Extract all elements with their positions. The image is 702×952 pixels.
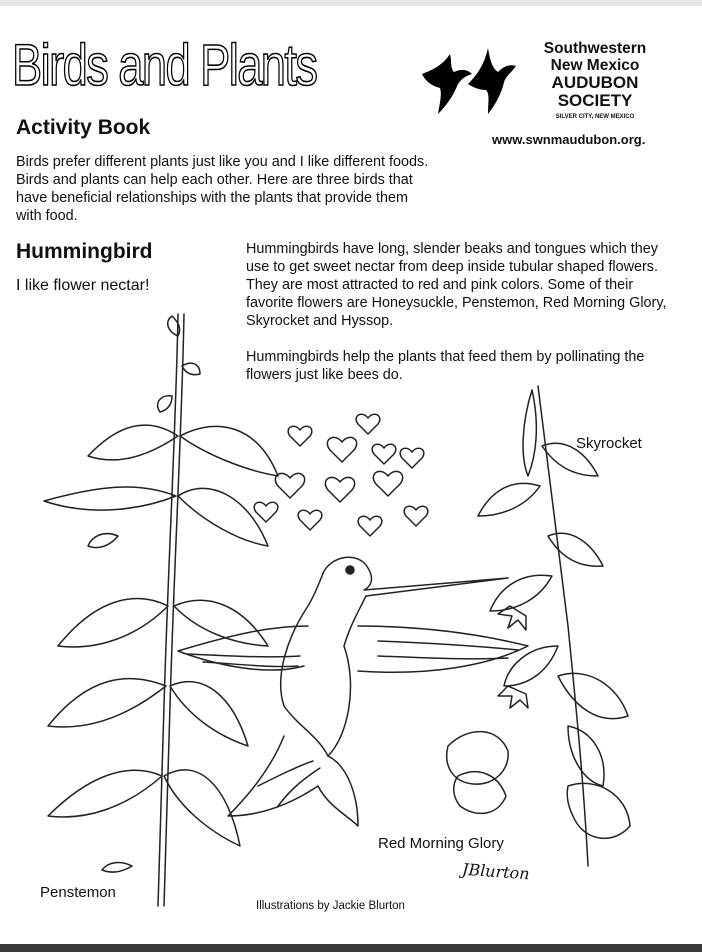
artist-signature: JBlurton xyxy=(461,859,531,884)
logo-line-4: SOCIETY xyxy=(557,91,633,110)
top-edge-bar xyxy=(0,0,702,6)
skyrocket-and-morning-glory-drawing xyxy=(447,386,630,866)
logo-line-3: AUDUBON xyxy=(551,73,639,92)
intro-paragraph: Birds prefer different plants just like you and I like different foods. Birds and plants can help each other. Here are three birds that have beneficial relationships with the plants that provide them with food. xyxy=(16,154,429,224)
label-red-morning-glory: Red Morning Glory xyxy=(378,835,504,852)
logo-city: SILVER CITY, NEW MEXICO xyxy=(555,114,635,120)
coloring-illustration xyxy=(28,306,636,920)
audubon-logo xyxy=(418,38,680,150)
page-subtitle: Activity Book xyxy=(16,116,151,139)
penstemon-plant-drawing xyxy=(44,314,278,906)
logo-line-2: New Mexico xyxy=(550,57,640,74)
hearts-drawing xyxy=(254,414,428,536)
description-paragraph-2: Hummingbirds help the plants that feed them by pollinating the flowers just like bees do. xyxy=(246,349,645,383)
society-name xyxy=(520,40,670,122)
flying-birds-logo-icon xyxy=(418,44,518,116)
bottom-edge-bar xyxy=(0,944,702,952)
section-heading-hummingbird: Hummingbird xyxy=(16,240,153,263)
logo-line-1: Southwestern xyxy=(543,40,647,57)
website-link[interactable]: www.swnmaudubon.org. xyxy=(492,132,646,147)
page-title: Birds and Plants xyxy=(12,33,317,98)
description-paragraph-1: Hummingbirds have long, slender beaks and tongues which they use to get sweet nectar from deep inside tubular shaped flowers. They are most attracted to red and pink colors. Some of their favorite flowers are Honeysuckle, Penstemon, Red Morning Glory, Skyrocket and Hyssop. xyxy=(246,241,667,329)
illustration-credit: Illustrations by Jackie Blurton xyxy=(256,900,405,912)
label-skyrocket: Skyrocket xyxy=(576,435,642,452)
hummingbird-drawing xyxy=(178,557,528,826)
bird-quote: I like flower nectar! xyxy=(16,277,150,294)
label-penstemon: Penstemon xyxy=(40,884,116,901)
